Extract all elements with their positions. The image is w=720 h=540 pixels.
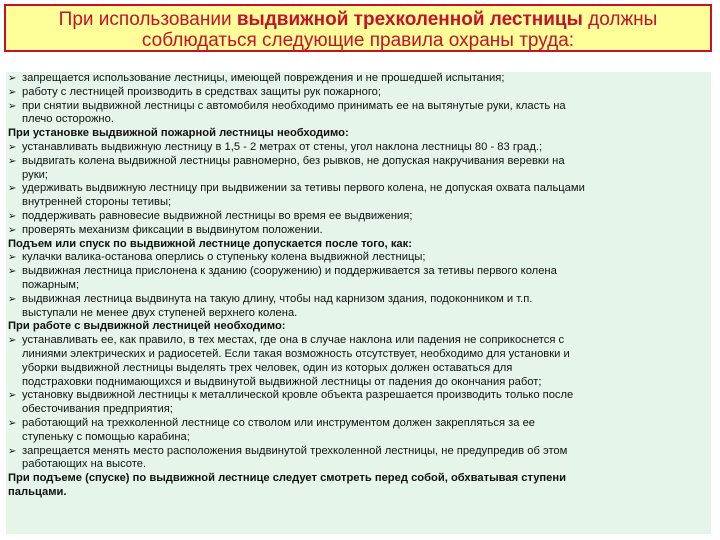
list-item: ➢ удерживать выдвижную лестницу при выдвижении за тетивы первого колена, не допуская охвата пальцами xyxy=(8,182,585,195)
list-item: ➢ выдвигать колена выдвижной лестницы равномерно, без рывков, не допуская накручивания веревки на xyxy=(8,154,565,167)
final-rule-continuation: пальцами. xyxy=(8,485,67,498)
list-item-continuation: руки; xyxy=(22,168,48,181)
title-line-1 xyxy=(6,9,710,30)
final-rule: При подъеме (спуске) по выдвижной лестнице следует смотреть перед собой, обхватывая ступени xyxy=(8,472,567,485)
list-item: ➢ устанавливать ее, как правило, в тех местах, где она в случае наклона или падения не соприкоснется с xyxy=(8,334,565,347)
bullet-arrow-icon: ➢ xyxy=(8,252,17,264)
bullet-arrow-icon: ➢ xyxy=(8,445,17,457)
list-item: ➢ выдвижная лестница прислонена к зданию (сооружению) и поддерживается за тетивы первого колена xyxy=(8,265,557,278)
bullet-arrow-icon: ➢ xyxy=(8,293,17,305)
list-item: ➢ работу с лестницей производить в средствах защиты рук пожарного; xyxy=(8,85,381,98)
list-item-continuation: подстраховки поднимающихся и выдвинутой выдвижной лестницы от падения до окончания работ; xyxy=(22,375,542,388)
bullet-arrow-icon: ➢ xyxy=(8,183,17,195)
list-item-continuation: плечо осторожно. xyxy=(22,113,114,126)
section-heading: Подъем или спуск по выдвижной лестнице допускается после того, как: xyxy=(8,237,412,250)
bullet-arrow-icon: ➢ xyxy=(8,224,17,236)
list-item-continuation: пожарным; xyxy=(22,278,80,291)
title-text: При использовании xyxy=(58,9,237,30)
list-item-continuation: ступеньку с помощью карабина; xyxy=(22,430,190,443)
bullet-arrow-icon: ➢ xyxy=(8,73,17,84)
list-item: ➢ выдвижная лестница выдвинута на такую длину, чтобы над карнизом здания, подоконником и т.п. xyxy=(8,292,533,305)
list-item-continuation: выступали не менее двух ступеней верхнего колена. xyxy=(22,306,298,319)
slide-title xyxy=(4,4,712,52)
bullet-arrow-icon: ➢ xyxy=(8,86,17,98)
bullet-arrow-icon: ➢ xyxy=(8,155,17,167)
list-item: ➢ устанавливать выдвижную лестницу в 1,5 - 2 метрах от стены, угол наклона лестницы 80 - 83 град.; xyxy=(8,140,543,153)
bullet-arrow-icon: ➢ xyxy=(8,417,17,429)
bullet-arrow-icon: ➢ xyxy=(8,100,17,112)
bullet-arrow-icon: ➢ xyxy=(8,390,17,402)
section-heading: При работе с выдвижной лестницей необходимо: xyxy=(8,320,286,333)
list-item: ➢ работающий на трехколенной лестнице со стволом или инструментом должен закрепляться за ее xyxy=(8,416,536,429)
list-item: ➢ поддерживать равновесие выдвижной лестницы во время ее выдвижения; xyxy=(8,209,413,222)
list-item-continuation: работающих на высоте. xyxy=(22,458,147,471)
list-item: ➢ проверять механизм фиксации в выдвинутом положении. xyxy=(8,223,323,236)
bullet-arrow-icon: ➢ xyxy=(8,210,17,222)
section-heading: При установке выдвижной пожарной лестницы необходимо: xyxy=(8,127,349,140)
list-item: ➢ кулачки валика-останова оперлись о ступеньку колена выдвижной лестницы; xyxy=(8,251,426,264)
bullet-arrow-icon: ➢ xyxy=(8,266,17,278)
list-item-continuation: уборки выдвижной лестницы выделять трех человек, один из которых должен оставаться для xyxy=(22,361,513,374)
list-item: ➢ запрещается использование лестницы, имеющей повреждения и не прошедшей испытания; xyxy=(8,72,505,84)
rules-content xyxy=(6,72,711,534)
bullet-arrow-icon: ➢ xyxy=(8,335,17,347)
title-text-end: должны xyxy=(582,9,658,30)
list-item: ➢ при снятии выдвижной лестницы с автомобиля необходимо принимать ее на вытянутые руки, класть на xyxy=(8,99,566,112)
title-bold-text: выдвижной трехколенной лестницы xyxy=(236,9,583,30)
title-line-2: соблюдаться следующие правила охраны труда: xyxy=(141,30,575,51)
list-item-continuation: внутренней стороны тетивы; xyxy=(22,196,172,209)
bullet-arrow-icon: ➢ xyxy=(8,141,17,153)
list-item-continuation: линиями электрических и радиосетей. Если такая возможность отсутствует, необходимо для установки и xyxy=(22,347,570,360)
list-item: ➢ запрещается менять место расположения выдвинутой трехколенной лестницы, не предупредив об этом xyxy=(8,444,568,457)
list-item: ➢ установку выдвижной лестницы к металлической кровле объекта разрешается производить только после xyxy=(8,389,574,402)
list-item-continuation: обесточивания предприятия; xyxy=(22,403,173,416)
